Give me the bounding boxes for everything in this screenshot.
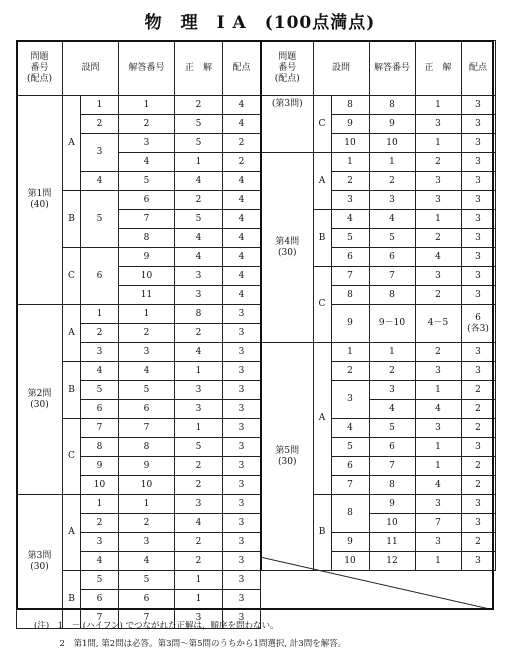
correct-cell: 3 [175, 495, 223, 514]
left-table [16, 40, 261, 629]
question-cell: 5 [81, 191, 119, 248]
note-2: 2 第1問, 第2問は必答。第3問～第5問のうちから1問選択, 計3問を解答。 [59, 639, 347, 649]
question-cell: 9 [81, 457, 119, 476]
subgroup-cell: A [63, 305, 81, 362]
header-setsumon: 設問 [63, 41, 119, 96]
header-section: 問題 番号 (配点) [17, 41, 63, 96]
correct-cell: 2 [415, 343, 461, 362]
header-section: 問題 番号 (配点) [261, 41, 313, 96]
points-cell: 3 [223, 305, 261, 324]
correct-cell: 3 [415, 115, 461, 134]
answer-no-cell: 2 [119, 324, 175, 343]
question-cell: 10 [331, 552, 369, 571]
points-cell: 3 [223, 381, 261, 400]
question-cell: 3 [81, 533, 119, 552]
answer-no-cell: 7 [119, 210, 175, 229]
subgroup-cell: B [313, 210, 331, 267]
points-cell: 3 [223, 324, 261, 343]
answer-no-cell: 10 [119, 476, 175, 495]
answer-no-cell: 1 [369, 153, 415, 172]
points-cell: 3 [461, 153, 495, 172]
answer-no-cell: 2 [119, 514, 175, 533]
points-cell: 3 [461, 210, 495, 229]
question-cell: 10 [331, 134, 369, 153]
points-cell: 4 [223, 191, 261, 210]
correct-cell: 2 [175, 552, 223, 571]
question-cell: 3 [331, 191, 369, 210]
answer-no-cell: 8 [119, 229, 175, 248]
subgroup-cell: A [63, 495, 81, 571]
correct-cell: 1 [415, 134, 461, 153]
correct-cell: 1 [175, 419, 223, 438]
answer-no-cell: 8 [369, 286, 415, 305]
points-cell: 3 [223, 533, 261, 552]
header-points: 配点 [461, 41, 495, 96]
subgroup-cell: C [63, 419, 81, 495]
answer-no-cell: 9 [119, 248, 175, 267]
question-cell: 1 [331, 153, 369, 172]
question-cell: 7 [81, 609, 119, 629]
correct-cell: 7 [415, 514, 461, 533]
points-cell: 2 [461, 476, 495, 495]
points-cell: 2 [223, 153, 261, 172]
question-cell: 5 [331, 229, 369, 248]
points-cell: 3 [223, 590, 261, 609]
correct-cell: 1 [175, 153, 223, 172]
correct-cell: 3 [415, 267, 461, 286]
question-cell: 1 [331, 343, 369, 362]
header-correct: 正 解 [175, 41, 223, 96]
correct-cell: 3 [415, 172, 461, 191]
points-cell: 3 [223, 514, 261, 533]
question-cell: 2 [81, 115, 119, 134]
answer-no-cell: 7 [119, 609, 175, 629]
question-cell: 10 [81, 476, 119, 495]
subgroup-cell: B [63, 362, 81, 419]
correct-cell: 4 [175, 172, 223, 191]
correct-cell: 4 [175, 229, 223, 248]
question-cell: 4 [81, 362, 119, 381]
correct-cell: 2 [175, 324, 223, 343]
points-cell: 2 [461, 419, 495, 438]
answer-no-cell: 4 [369, 210, 415, 229]
correct-cell: 5 [175, 438, 223, 457]
answer-no-cell: 3 [369, 381, 415, 400]
question-cell: 9 [331, 305, 369, 343]
points-cell: 2 [461, 381, 495, 400]
correct-cell: 2 [175, 533, 223, 552]
right-table [260, 40, 496, 571]
answer-no-cell: 6 [369, 438, 415, 457]
answer-no-cell: 2 [119, 115, 175, 134]
points-cell: 3 [223, 571, 261, 590]
answer-no-cell: 2 [369, 172, 415, 191]
answer-no-cell: 5 [369, 229, 415, 248]
points-cell: 3 [461, 229, 495, 248]
question-cell: 2 [331, 362, 369, 381]
points-cell: 6 (各3) [461, 305, 495, 343]
section-cell: 第3問 (30) [17, 495, 63, 629]
subgroup-cell: C [63, 248, 81, 305]
correct-cell: 2 [415, 286, 461, 305]
points-cell: 4 [223, 210, 261, 229]
points-cell: 4 [223, 229, 261, 248]
correct-cell: 2 [175, 476, 223, 495]
correct-cell: 4 [415, 248, 461, 267]
answer-no-cell: 8 [369, 96, 415, 115]
correct-cell: 2 [175, 96, 223, 115]
correct-cell: 3 [175, 267, 223, 286]
points-cell: 3 [461, 514, 495, 533]
answer-no-cell: 1 [119, 305, 175, 324]
points-cell: 4 [223, 96, 261, 115]
answer-no-cell: 2 [369, 362, 415, 381]
answer-no-cell: 6 [119, 590, 175, 609]
points-cell: 3 [461, 172, 495, 191]
correct-cell: 4 [175, 343, 223, 362]
correct-cell: 1 [175, 362, 223, 381]
answer-no-cell: 9 [119, 457, 175, 476]
question-cell: 6 [81, 590, 119, 609]
correct-cell: 1 [175, 590, 223, 609]
question-cell: 5 [81, 571, 119, 590]
header-points: 配点 [223, 41, 261, 96]
points-cell: 3 [461, 267, 495, 286]
points-cell: 3 [461, 96, 495, 115]
points-cell: 3 [223, 343, 261, 362]
points-cell: 3 [461, 343, 495, 362]
subgroup-cell: B [313, 495, 331, 571]
question-cell: 8 [81, 438, 119, 457]
answer-no-cell: 10 [369, 514, 415, 533]
subgroup-cell: C [313, 96, 331, 153]
notes [34, 617, 346, 653]
subgroup-cell: A [313, 343, 331, 495]
points-cell: 3 [461, 286, 495, 305]
question-cell: 3 [331, 381, 369, 419]
question-cell: 9 [331, 533, 369, 552]
answer-no-cell: 6 [119, 191, 175, 210]
subgroup-cell: A [313, 153, 331, 210]
answer-no-cell: 12 [369, 552, 415, 571]
correct-cell: 5 [175, 210, 223, 229]
answer-no-cell: 6 [369, 248, 415, 267]
points-cell: 3 [223, 457, 261, 476]
points-cell: 3 [461, 191, 495, 210]
points-cell: 2 [461, 400, 495, 419]
points-cell: 3 [223, 362, 261, 381]
correct-cell: 4 [415, 476, 461, 495]
correct-cell: 1 [415, 210, 461, 229]
points-cell: 3 [223, 476, 261, 495]
correct-cell: 4－5 [415, 305, 461, 343]
points-cell: 4 [223, 172, 261, 191]
correct-cell: 1 [415, 96, 461, 115]
correct-cell: 3 [415, 495, 461, 514]
answer-no-cell: 3 [119, 533, 175, 552]
question-cell: 4 [331, 210, 369, 229]
answer-no-cell: 10 [369, 134, 415, 153]
question-cell: 7 [331, 476, 369, 495]
answer-no-cell: 7 [369, 267, 415, 286]
question-cell: 6 [331, 248, 369, 267]
answer-no-cell: 5 [369, 419, 415, 438]
points-cell: 4 [223, 115, 261, 134]
question-cell: 8 [331, 96, 369, 115]
correct-cell: 4 [415, 400, 461, 419]
answer-no-cell: 8 [119, 438, 175, 457]
header-answer-no: 解答番号 [119, 41, 175, 96]
points-cell: 3 [461, 438, 495, 457]
answer-no-cell: 5 [119, 381, 175, 400]
question-cell: 4 [81, 552, 119, 571]
answer-no-cell: 4 [369, 400, 415, 419]
header-correct: 正 解 [415, 41, 461, 96]
points-cell: 3 [223, 419, 261, 438]
note-1: (注) 1 － (ハイフン) でつながれた正解は，順序を問わない。 [34, 621, 279, 631]
correct-cell: 2 [175, 457, 223, 476]
question-cell: 4 [81, 172, 119, 191]
answer-no-cell: 4 [119, 552, 175, 571]
section-cell: 第4問 (30) [261, 153, 313, 343]
answer-table [16, 40, 494, 623]
answer-no-cell: 6 [119, 400, 175, 419]
answer-no-cell: 7 [119, 419, 175, 438]
points-cell: 2 [461, 457, 495, 476]
points-cell: 3 [223, 400, 261, 419]
question-cell: 6 [81, 248, 119, 305]
correct-cell: 8 [175, 305, 223, 324]
question-cell: 5 [81, 381, 119, 400]
subgroup-cell: B [63, 191, 81, 248]
question-cell: 1 [81, 305, 119, 324]
correct-cell: 3 [175, 286, 223, 305]
answer-no-cell: 1 [369, 343, 415, 362]
question-cell: 5 [331, 438, 369, 457]
answer-no-cell: 5 [119, 172, 175, 191]
points-cell: 2 [223, 134, 261, 153]
correct-cell: 1 [415, 552, 461, 571]
question-cell: 8 [331, 495, 369, 533]
question-cell: 9 [331, 115, 369, 134]
question-cell: 7 [331, 267, 369, 286]
points-cell: 4 [223, 267, 261, 286]
correct-cell: 3 [415, 191, 461, 210]
page-title: 物 理 I A (100点満点) [144, 13, 376, 33]
correct-cell: 3 [175, 609, 223, 629]
correct-cell: 1 [415, 438, 461, 457]
points-cell: 3 [461, 552, 495, 571]
section-cell: (第3問) [261, 96, 313, 153]
question-cell: 2 [81, 324, 119, 343]
points-cell: 3 [461, 134, 495, 153]
points-cell: 3 [223, 552, 261, 571]
correct-cell: 2 [175, 191, 223, 210]
question-cell: 6 [331, 457, 369, 476]
question-cell: 1 [81, 495, 119, 514]
answer-no-cell: 9 [369, 115, 415, 134]
answer-no-cell: 7 [369, 457, 415, 476]
subgroup-cell: A [63, 96, 81, 191]
correct-cell: 4 [175, 248, 223, 267]
subgroup-cell: C [313, 267, 331, 343]
correct-cell: 4 [175, 514, 223, 533]
subgroup-cell: B [63, 571, 81, 629]
points-cell: 3 [223, 438, 261, 457]
answer-no-cell: 3 [119, 343, 175, 362]
question-cell: 3 [81, 343, 119, 362]
points-cell: 3 [461, 115, 495, 134]
answer-no-cell: 4 [119, 362, 175, 381]
answer-no-cell: 3 [119, 134, 175, 153]
correct-cell: 1 [415, 381, 461, 400]
points-cell: 2 [461, 533, 495, 552]
question-cell: 1 [81, 96, 119, 115]
correct-cell: 3 [415, 362, 461, 381]
question-cell: 3 [81, 134, 119, 172]
points-cell: 3 [461, 495, 495, 514]
correct-cell: 2 [415, 153, 461, 172]
question-cell: 4 [331, 419, 369, 438]
question-cell: 2 [81, 514, 119, 533]
section-cell: 第5問 (30) [261, 343, 313, 571]
header-answer-no: 解答番号 [369, 41, 415, 96]
points-cell: 3 [223, 495, 261, 514]
question-cell: 7 [81, 419, 119, 438]
answer-no-cell: 1 [119, 495, 175, 514]
header-setsumon: 設問 [313, 41, 369, 96]
answer-no-cell: 1 [119, 96, 175, 115]
answer-no-cell: 4 [119, 153, 175, 172]
correct-cell: 3 [175, 381, 223, 400]
points-cell: 3 [461, 248, 495, 267]
correct-cell: 3 [415, 419, 461, 438]
points-cell: 3 [223, 609, 261, 629]
section-cell: 第1問 (40) [17, 96, 63, 305]
section-cell: 第2問 (30) [17, 305, 63, 495]
points-cell: 3 [461, 362, 495, 381]
points-cell: 4 [223, 286, 261, 305]
question-cell: 6 [81, 400, 119, 419]
answer-no-cell: 11 [369, 533, 415, 552]
question-cell: 8 [331, 286, 369, 305]
correct-cell: 5 [175, 134, 223, 153]
blank-diagonal [260, 557, 494, 610]
answer-no-cell: 11 [119, 286, 175, 305]
answer-no-cell: 10 [119, 267, 175, 286]
answer-no-cell: 8 [369, 476, 415, 495]
points-cell: 4 [223, 248, 261, 267]
correct-cell: 3 [415, 533, 461, 552]
correct-cell: 1 [415, 457, 461, 476]
answer-no-cell: 3 [369, 191, 415, 210]
correct-cell: 3 [175, 400, 223, 419]
correct-cell: 5 [175, 115, 223, 134]
question-cell: 2 [331, 172, 369, 191]
answer-no-cell: 9 [369, 495, 415, 514]
correct-cell: 2 [415, 229, 461, 248]
correct-cell: 1 [175, 571, 223, 590]
answer-no-cell: 5 [119, 571, 175, 590]
answer-no-cell: 9－10 [369, 305, 415, 343]
